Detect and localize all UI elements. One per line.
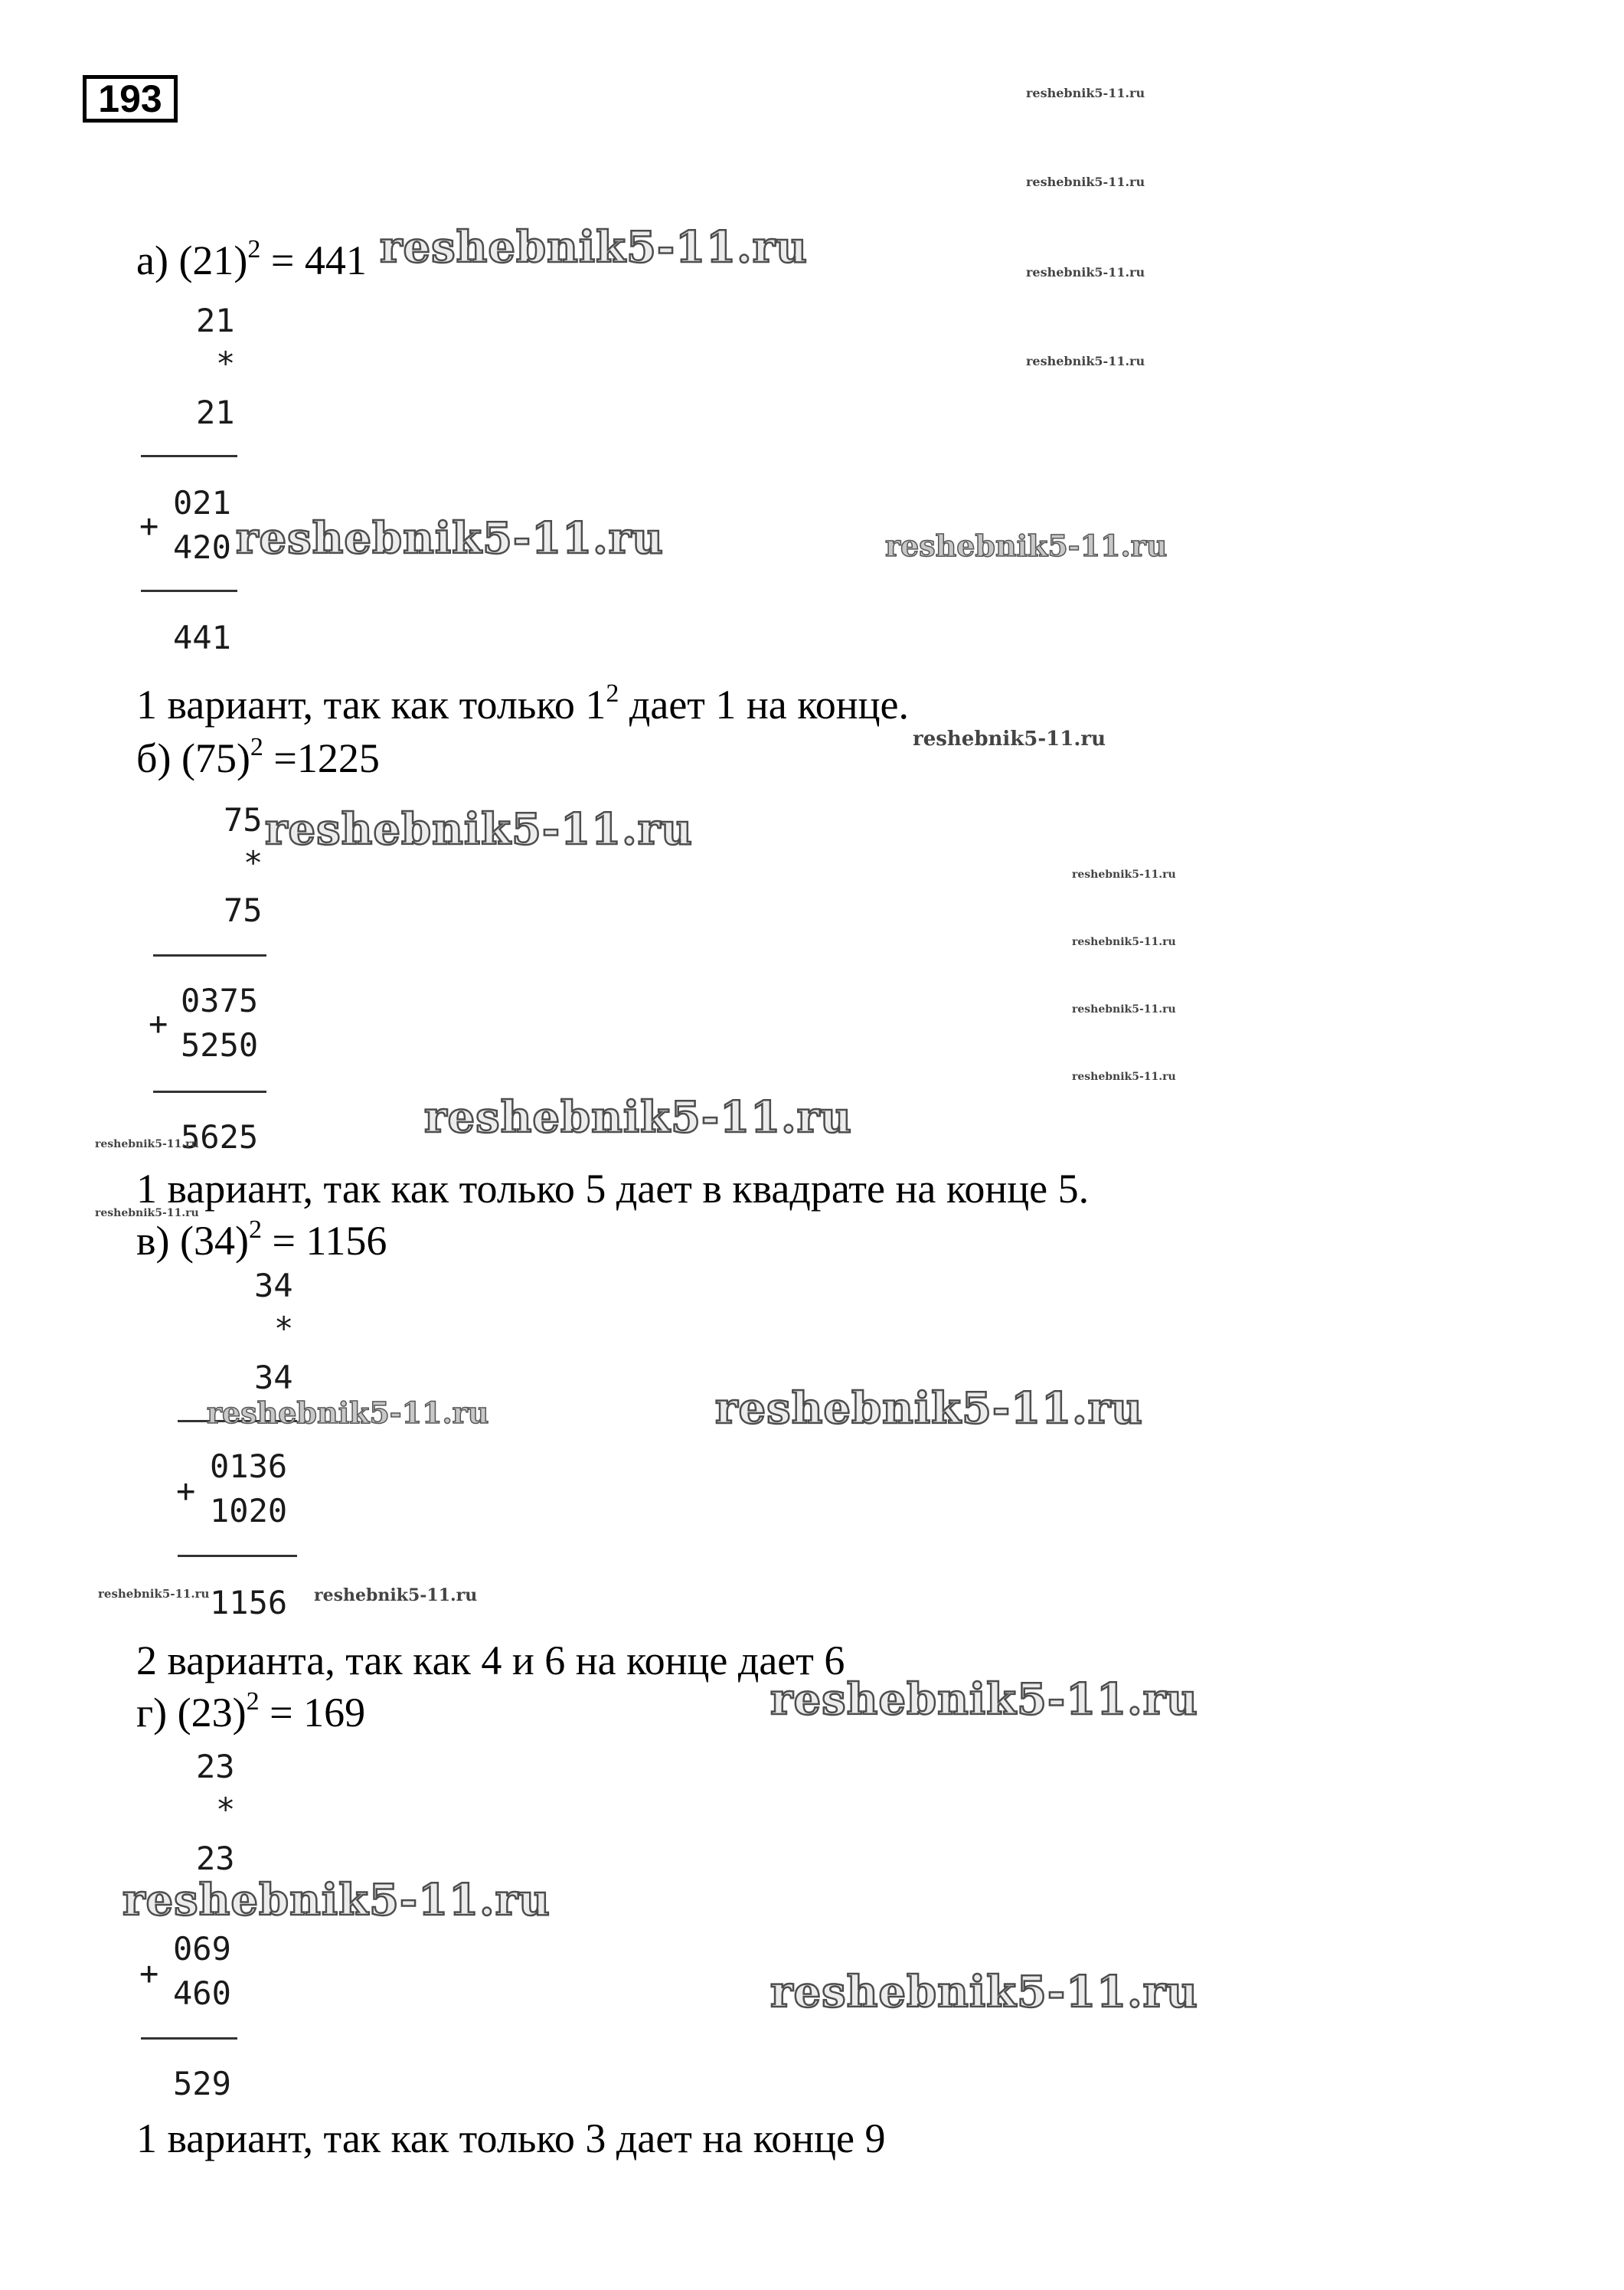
watermark: reshebnik5-11.ru: [1072, 1071, 1176, 1083]
part-b-multiplier: 75: [224, 891, 263, 929]
part-c-multiplier: 34: [254, 1359, 293, 1396]
part-d-note: 1 вариант, так как только 3 дает на конце 9: [136, 2115, 886, 2161]
watermark: reshebnik5-11.ru: [885, 528, 1168, 563]
watermark: reshebnik5-11.ru: [715, 1383, 1143, 1434]
part-d-rule: [141, 2037, 237, 2040]
part-a-rule-1: [141, 455, 237, 457]
watermark: reshebnik5-11.ru: [1026, 354, 1145, 368]
watermark: reshebnik5-11.ru: [380, 222, 808, 273]
part-b-rule-2: [153, 1091, 266, 1093]
part-a-plus-sign: +: [139, 507, 159, 545]
part-b-result: 5625: [181, 1118, 259, 1156]
part-c-multiply-sign: *: [274, 1310, 294, 1347]
part-a-partial-2: 420: [173, 528, 231, 566]
watermark: reshebnik5-11.ru: [1072, 869, 1176, 881]
part-c-partial-1: 0136: [210, 1448, 288, 1485]
watermark: reshebnik5-11.ru: [424, 1092, 852, 1143]
part-b-multiply-sign: *: [243, 844, 263, 882]
watermark: reshebnik5-11.ru: [314, 1585, 478, 1605]
part-c-note: 2 варианта, так как 4 и 6 на конце дает 6: [136, 1637, 845, 1683]
part-d-partial-2: 460: [173, 1974, 231, 2012]
part-a-heading: а) $(21)^2 = 441$: [136, 235, 367, 283]
watermark: reshebnik5-11.ru: [123, 1875, 551, 1925]
part-c-partial-2: 1020: [210, 1492, 288, 1529]
part-b-partial-2: 5250: [181, 1026, 259, 1064]
watermark: reshebnik5-11.ru: [98, 1587, 210, 1601]
part-d-partial-1: 069: [173, 1930, 231, 1968]
watermark: reshebnik5-11.ru: [1026, 86, 1145, 100]
part-a-multiplier: 21: [196, 394, 235, 431]
part-a-note: 1 вариант, так как только $1^2$ дает 1 на конце.: [136, 679, 910, 728]
part-d-result: 529: [173, 2065, 231, 2102]
watermark: reshebnik5-11.ru: [770, 1967, 1198, 2017]
watermark: reshebnik5-11.ru: [1026, 175, 1145, 189]
part-d-multiply-sign: *: [216, 1791, 236, 1828]
watermark: reshebnik5-11.ru: [265, 804, 693, 855]
part-a-multiply-sign: *: [216, 345, 236, 382]
watermark: reshebnik5-11.ru: [236, 513, 664, 564]
part-c-multiplicand: 34: [254, 1267, 293, 1304]
part-c-rule-2: [178, 1555, 297, 1557]
part-b-plus-sign: +: [149, 1005, 168, 1042]
part-c-heading: в) $(34)^2 = 1156$: [136, 1215, 387, 1264]
part-b-note: 1 вариант, так как только 5 дает в квадрате на конце 5.: [136, 1166, 1090, 1212]
part-b-partial-1: 0375: [181, 982, 259, 1019]
part-d-heading: г) $(23)^2 = 169$: [136, 1687, 366, 1735]
part-d-multiplicand: 23: [196, 1748, 235, 1785]
watermark: reshebnik5-11.ru: [95, 1207, 199, 1219]
part-b-rule-1: [153, 954, 266, 957]
part-b-heading: б) $(75)^2 =1225$: [136, 733, 380, 781]
watermark: reshebnik5-11.ru: [1072, 936, 1176, 948]
part-a-result: 441: [173, 619, 231, 656]
part-c-plus-sign: +: [176, 1472, 196, 1510]
part-d-multiplier: 23: [196, 1840, 235, 1877]
watermark: reshebnik5-11.ru: [207, 1395, 489, 1430]
watermark: reshebnik5-11.ru: [1026, 265, 1145, 280]
part-a-multiplicand: 21: [196, 302, 235, 339]
problem-number: 193: [83, 75, 178, 123]
watermark: reshebnik5-11.ru: [913, 728, 1106, 751]
part-a-rule-2: [141, 590, 237, 592]
part-c-result: 1156: [210, 1584, 288, 1621]
part-d-plus-sign: +: [139, 1955, 159, 1992]
watermark: reshebnik5-11.ru: [95, 1138, 199, 1150]
part-b-multiplicand: 75: [224, 801, 263, 839]
watermark: reshebnik5-11.ru: [1072, 1003, 1176, 1016]
part-a-partial-1: 021: [173, 484, 231, 522]
watermark: reshebnik5-11.ru: [770, 1674, 1198, 1725]
